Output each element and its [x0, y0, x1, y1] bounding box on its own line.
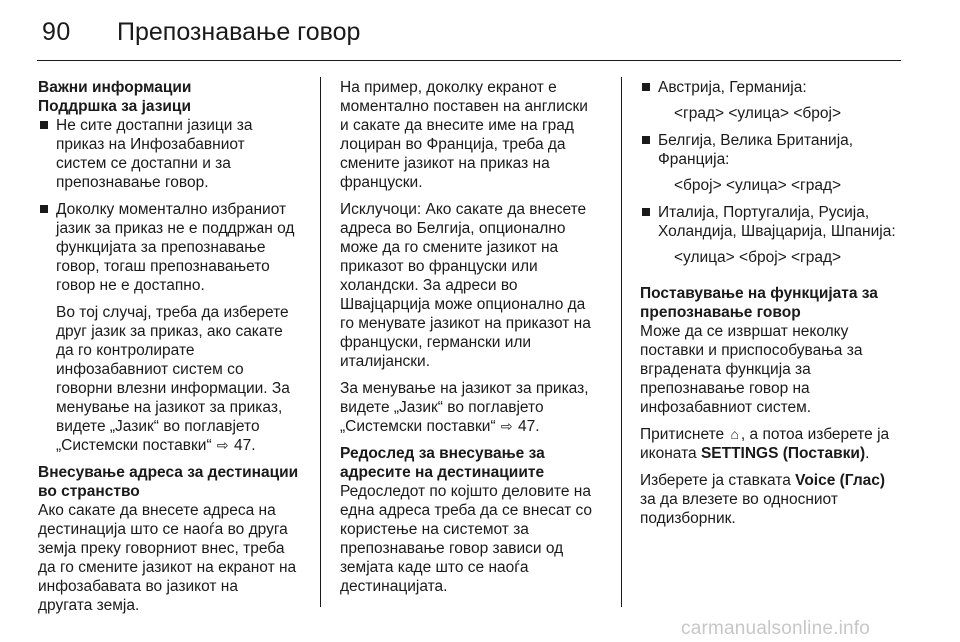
- text-line: поставки и приспособувања за: [640, 342, 863, 359]
- paragraph: [340, 200, 605, 371]
- text-line: За менување на јазикот за приказ,: [340, 380, 589, 397]
- text-line: Холандија, Швајцарија, Шпанија:: [658, 223, 896, 240]
- text-line: да го смените јазикот на екранот на: [38, 559, 297, 576]
- text-line: италијански.: [340, 353, 431, 370]
- text-run: Притиснете: [640, 426, 725, 443]
- text-line: дестинацијата.: [340, 578, 448, 595]
- text-line: [640, 471, 908, 490]
- text-line: Италија, Португалија, Русија,: [658, 204, 870, 221]
- section-title: Важни информации: [38, 79, 192, 96]
- text-line: Ако сакате да внесете адреса на: [38, 502, 276, 519]
- heading-line: препознавање говор: [640, 304, 801, 321]
- text-line: На пример, доколку екранот е: [340, 79, 557, 96]
- column-2: [340, 78, 605, 596]
- page-reference-arrow-icon: ⇨: [500, 418, 513, 434]
- home-icon: ⌂: [730, 426, 739, 442]
- text-line: холандски. За адреси во: [340, 277, 518, 294]
- text-line: користење на системот за: [340, 521, 529, 538]
- watermark: carmanualsonline.info: [681, 618, 871, 639]
- text-line: препознавање говор.: [56, 174, 209, 191]
- address-format: <број> <улица> <град>: [674, 177, 842, 194]
- text-line: Во тој случај, треба да изберете: [56, 304, 289, 321]
- text-line: Австрија, Германија:: [658, 79, 807, 96]
- text-line: говор, тогаш препознавањето: [56, 258, 270, 275]
- text-line: земја преку говорниот внес, треба: [38, 540, 285, 557]
- text-line: видете „Јазик“ во поглавјето: [56, 418, 260, 435]
- text-line: една адреса треба да се внесат со: [340, 502, 593, 519]
- text-line: Може да се извршат неколку: [640, 323, 849, 340]
- text-line: дестинација што се наоѓа во друга: [38, 521, 288, 538]
- text-run: .: [865, 445, 870, 462]
- text-line: вградената функција за: [640, 361, 811, 378]
- heading-line: адресите на дестинациите: [340, 464, 545, 481]
- text-line: инфозабавниот систем.: [640, 399, 812, 416]
- address-format: <улица> <број> <град>: [674, 249, 842, 266]
- text-run: , а потоа изберете ја: [740, 426, 890, 443]
- text-line: менување на јазикот за приказ,: [56, 399, 283, 416]
- bullet-item: [640, 131, 908, 169]
- column-divider: [320, 77, 321, 607]
- heading-line: Внесување адреса за дестинации: [38, 464, 299, 481]
- text-run: иконата: [640, 445, 697, 462]
- reference-page: 47.: [517, 418, 540, 435]
- text-line: приказ на Инфозабавниот: [56, 136, 245, 153]
- text-line: препознавање говор зависи од: [340, 540, 564, 557]
- text-line: го менувате јазикот на приказот на: [340, 315, 591, 332]
- text-line: [640, 444, 908, 463]
- text-run: Изберете ја ставката: [640, 472, 791, 489]
- text-line: функцијата за препознавање: [56, 239, 266, 256]
- text-line: говор не е достапно.: [56, 277, 205, 294]
- text-line: инфозабавниот систем со: [56, 361, 244, 378]
- text-line: Белгија, Велика Британија,: [658, 132, 854, 149]
- text-line: Не сите достапни јазици за: [56, 117, 253, 134]
- bullet-item: [640, 78, 908, 97]
- page-header: [42, 14, 902, 54]
- text-line: Швајцарција може опционално да: [340, 296, 586, 313]
- cross-reference[interactable]: [340, 417, 605, 436]
- page-title: Препознавање говор: [117, 18, 361, 46]
- paragraph: [38, 303, 300, 455]
- heading-line: во странство: [38, 483, 140, 500]
- heading-line: Поставување на функцијата за: [640, 285, 878, 302]
- text-line: јазик за приказ не е поддржан од: [56, 220, 295, 237]
- heading-voice-settings: [640, 284, 908, 322]
- paragraph: [640, 322, 908, 417]
- column-1: [38, 78, 300, 615]
- text-line: систем се достапни и за: [56, 155, 231, 172]
- reference-text: „Системски поставки“: [340, 418, 496, 435]
- text-line: адреса во Белгија, опционално: [340, 220, 566, 237]
- text-line: може да го смените јазикот на: [340, 239, 559, 256]
- text-line: Редоследот по којшто деловите на: [340, 483, 591, 500]
- voice-label: Voice (Глас): [795, 472, 886, 489]
- text-line: и сакате да внесите име на град: [340, 117, 574, 134]
- bullet-item: [38, 116, 300, 192]
- text-line: видете „Јазик“ во поглавјето: [340, 399, 544, 416]
- page-reference-arrow-icon: ⇨: [216, 437, 229, 453]
- text-line: другата земја.: [38, 597, 140, 614]
- text-line: друг јазик за приказ, ако сакате: [56, 323, 283, 340]
- paragraph: [640, 471, 908, 528]
- paragraph: [640, 425, 908, 463]
- paragraph: [340, 379, 605, 436]
- paragraph: [340, 78, 605, 192]
- text-line: лоциран во Франција, треба да: [340, 136, 566, 153]
- text-line: земјата каде што се наоѓа: [340, 559, 529, 576]
- text-line: моментално поставен на англиски: [340, 98, 588, 115]
- text-line: Доколку моментално избраниот: [56, 201, 287, 218]
- paragraph: [340, 482, 605, 596]
- cross-reference[interactable]: [56, 436, 300, 455]
- header-rule: [37, 60, 901, 61]
- text-line: смените јазикот на приказ на: [340, 155, 550, 172]
- paragraph: [38, 501, 300, 615]
- sub-heading-language-support: Поддршка за јазици: [38, 98, 191, 115]
- reference-page: 47.: [233, 437, 256, 454]
- text-line: инфозабавата во јазикот на: [38, 578, 238, 595]
- heading-address-order: [340, 444, 605, 482]
- address-format: <град> <улица> <број>: [674, 105, 842, 122]
- text-line: Исклучоци: Ако сакате да внесете: [340, 201, 587, 218]
- column-divider: [621, 77, 622, 607]
- bullet-item: [640, 203, 908, 241]
- sub-heading-foreign-destinations: [38, 463, 300, 501]
- text-line: Франција:: [658, 151, 730, 168]
- text-line: француски, германски или: [340, 334, 532, 351]
- text-line: да го контролирате: [56, 342, 195, 359]
- bullet-item: [38, 200, 300, 295]
- settings-label: SETTINGS (Поставки): [700, 445, 866, 462]
- reference-text: „Системски поставки“: [56, 437, 212, 454]
- text-line: приказот во француски или: [340, 258, 538, 275]
- text-line: француски.: [340, 174, 423, 191]
- text-line: [640, 425, 908, 444]
- text-line: препознавање говор на: [640, 380, 810, 397]
- heading-line: Редослед за внесување за: [340, 445, 545, 462]
- text-line: говорни влезни информации. За: [56, 380, 290, 397]
- column-3: [640, 78, 908, 528]
- text-line: подизборник.: [640, 510, 736, 527]
- text-line: за да влезете во односниот: [640, 491, 838, 508]
- page-number: 90: [42, 18, 71, 46]
